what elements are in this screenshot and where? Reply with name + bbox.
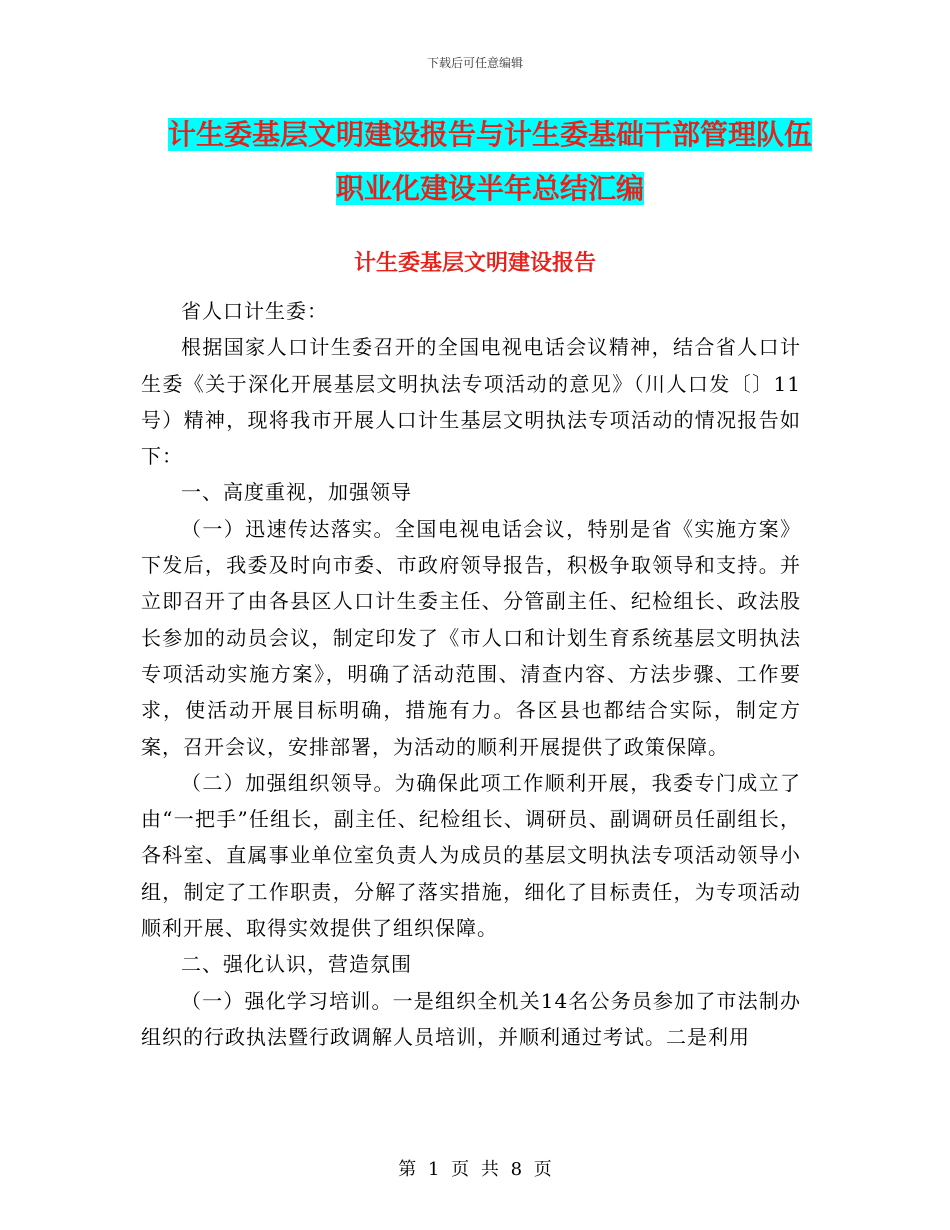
main-title-line1: 计生委基层文明建设报告与计生委基础干部管理队伍 <box>167 118 812 151</box>
main-title <box>140 108 840 216</box>
heading-2: 二、强化认识，营造氛围 <box>181 952 412 977</box>
document-body <box>141 293 801 1055</box>
paragraph: （二）加强组织领导。为确保此项工作顺利开展，我委专门成立了由“一把手”任组长，副主任、纪检组长、调研员、副调研员任副组长，各科室、直属事业单位室负责人为成员的基层文明执法专项活动领导小组，制定了工作职责，分解了落实措施，细化了目标责任，为专项活动顺利开展、取得实效提供了组织保障。 <box>141 770 801 941</box>
section-title: 计生委基层文明建设报告 <box>353 250 596 276</box>
main-title-line2: 职业化建设半年总结汇编 <box>335 172 644 205</box>
page-footer: 第 1 页 共 8 页 <box>398 1159 552 1180</box>
paragraph: （一）迅速传达落实。全国电视电话会议，特别是省《实施方案》下发后，我委及时向市委、市政府领导报告，积极争取领导和支持。并立即召开了由各县区人口计生委主任、分管副主任、纪检组长、政法股长参加的动员会议，制定印发了《市人口和计划生育系统基层文明执法专项活动实施方案》，明确了活动范围、清查内容、方法步骤、工作要求，使活动开展目标明确，措施有力。各区县也都结合实际，制定方案，召开会议，安排部署，为活动的顺利开展提供了政策保障。 <box>141 516 801 759</box>
paragraph: （一）强化学习培训。一是组织全机关14名公务员参加了市法制办组织的行政执法暨行政调解人员培训，并顺利通过考试。二是利用 <box>141 988 801 1049</box>
salutation: 省人口计生委： <box>181 299 328 323</box>
header-note: 下载后可任意编辑 <box>426 56 523 70</box>
paragraph: 根据国家人口计生委召开的全国电视电话会议精神，结合省人口计生委《关于深化开展基层文明执法专项活动的意见》（川人口发〔〕11号）精神，现将我市开展人口计生基层文明执法专项活动的情况报告如下： <box>141 335 801 469</box>
heading-1: 一、高度重视，加强领导 <box>181 480 412 505</box>
